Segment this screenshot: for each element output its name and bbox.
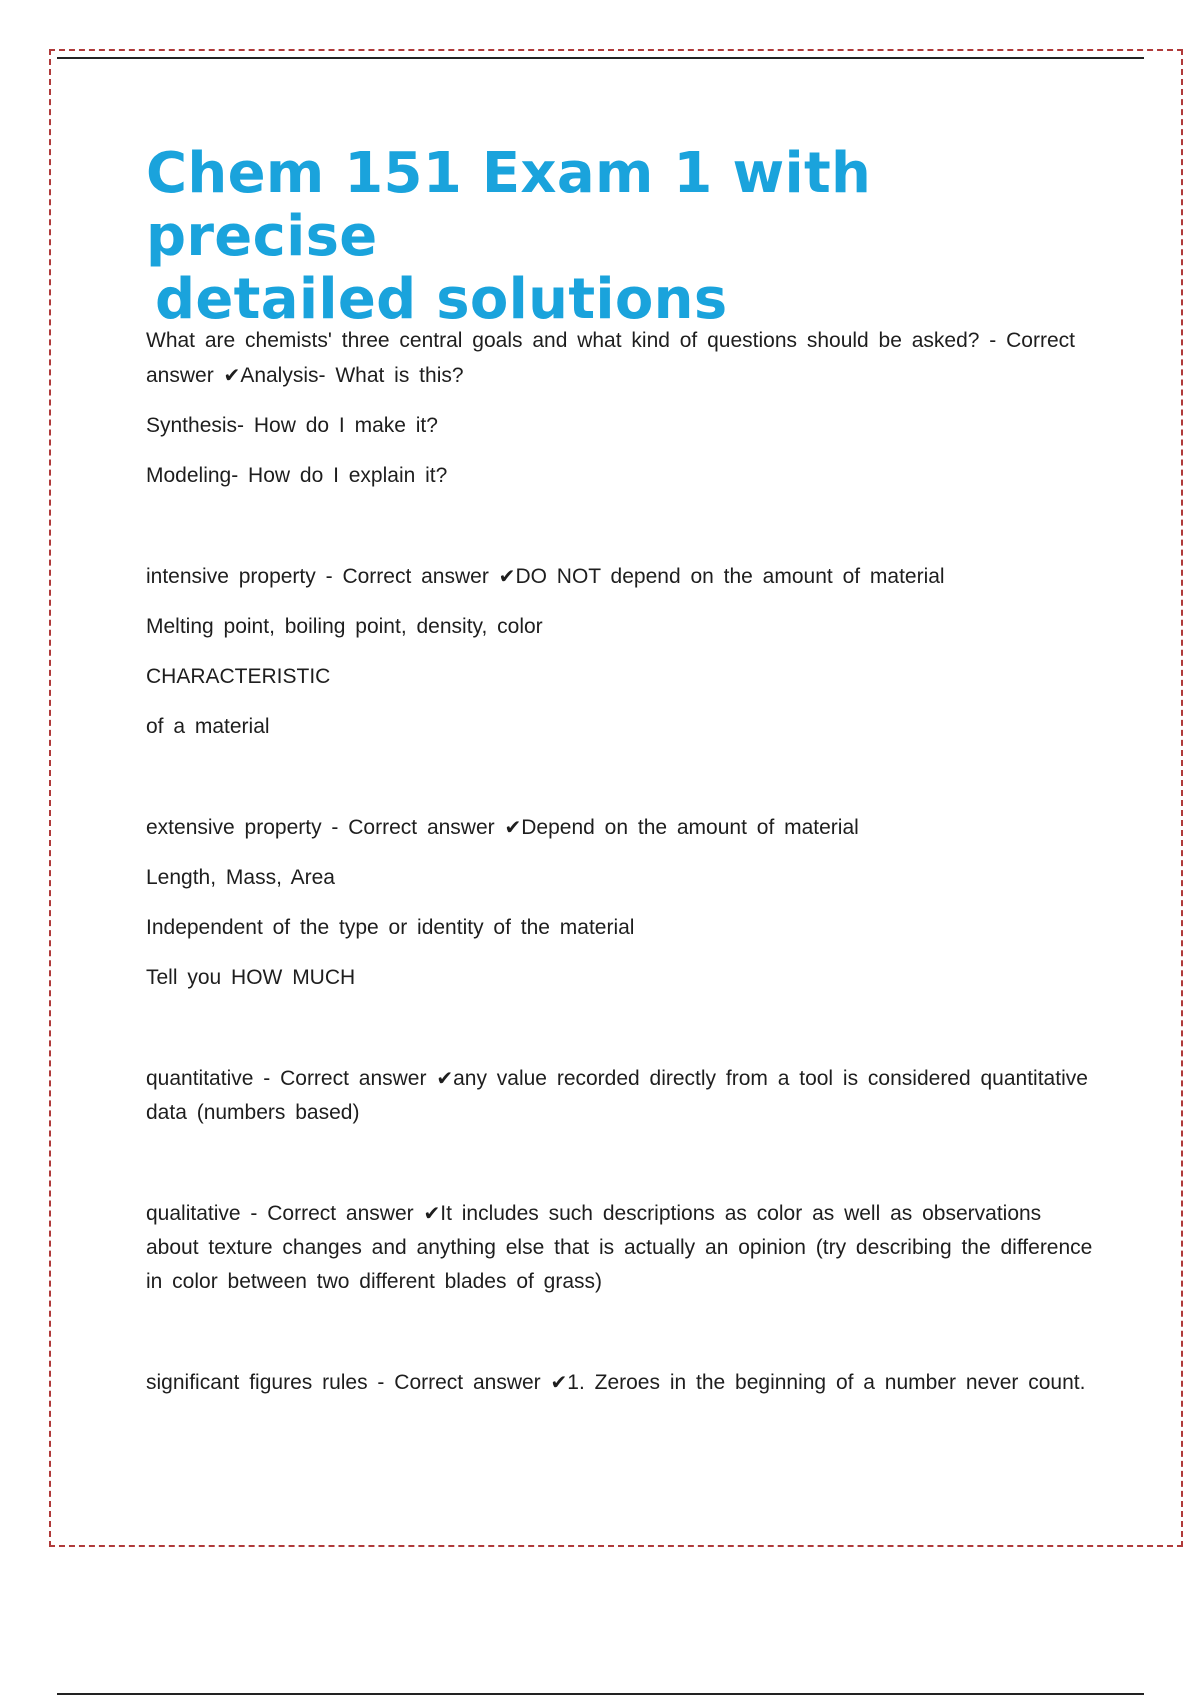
- answer-line: Melting point, boiling point, density, color: [146, 615, 543, 638]
- check-icon: ✔: [436, 1066, 454, 1090]
- top-rule: [57, 57, 1144, 59]
- answer-text: It includes such descriptions as color as well as observations about texture changes and anything else that is actually an opinion (try describing the difference in color between two different blades of grass): [146, 1202, 1093, 1293]
- answer-label: Correct answer: [280, 1067, 427, 1090]
- document-title: [146, 142, 1106, 331]
- answer-label: Correct answer: [348, 816, 495, 839]
- check-icon: ✔: [423, 1201, 441, 1225]
- answer-text: Depend on the amount of material: [521, 816, 859, 839]
- answer-line: Synthesis- How do I make it?: [146, 414, 438, 437]
- question-text: extensive property -: [146, 816, 339, 839]
- answer-label: Correct answer: [342, 565, 489, 588]
- check-icon: ✔: [550, 1370, 568, 1394]
- title-line-1: Chem 151 Exam 1 with precise: [146, 141, 872, 269]
- qa-item: [146, 810, 1094, 845]
- qa-item: [146, 1365, 1094, 1400]
- answer-text: DO NOT depend on the amount of material: [515, 565, 945, 588]
- answer-line: Independent of the type or identity of the material: [146, 916, 635, 939]
- check-icon: ✔: [504, 815, 522, 839]
- question-text: intensive property -: [146, 565, 333, 588]
- answer-text: Analysis- What is this?: [240, 364, 464, 387]
- answer-label: Correct answer: [394, 1371, 541, 1394]
- check-icon: ✔: [498, 564, 516, 588]
- check-icon: ✔: [223, 363, 241, 387]
- answer-label: Correct answer: [146, 329, 1075, 387]
- qa-item: [146, 1196, 1094, 1299]
- answer-line: Modeling- How do I explain it?: [146, 464, 448, 487]
- qa-item: [146, 1061, 1094, 1130]
- bottom-rule: [57, 1693, 1144, 1695]
- qa-content: [146, 324, 1094, 1400]
- answer-text: 1. Zeroes in the beginning of a number never count.: [567, 1371, 1086, 1394]
- answer-text: any value recorded directly from a tool is considered quantitative data (numbers based): [146, 1067, 1088, 1124]
- answer-line: Tell you HOW MUCH: [146, 966, 356, 989]
- answer-line: Length, Mass, Area: [146, 866, 335, 889]
- qa-item: [146, 559, 1094, 594]
- question-text: qualitative -: [146, 1202, 258, 1225]
- answer-label: Correct answer: [267, 1202, 414, 1225]
- answer-line: CHARACTERISTIC: [146, 665, 331, 688]
- qa-item: [146, 324, 1094, 393]
- question-text: significant figures rules -: [146, 1371, 385, 1394]
- question-text: quantitative -: [146, 1067, 271, 1090]
- title-line-2: detailed solutions: [155, 267, 728, 332]
- question-text: What are chemists' three central goals and what kind of questions should be asked? -: [146, 329, 997, 352]
- answer-line: of a material: [146, 715, 270, 738]
